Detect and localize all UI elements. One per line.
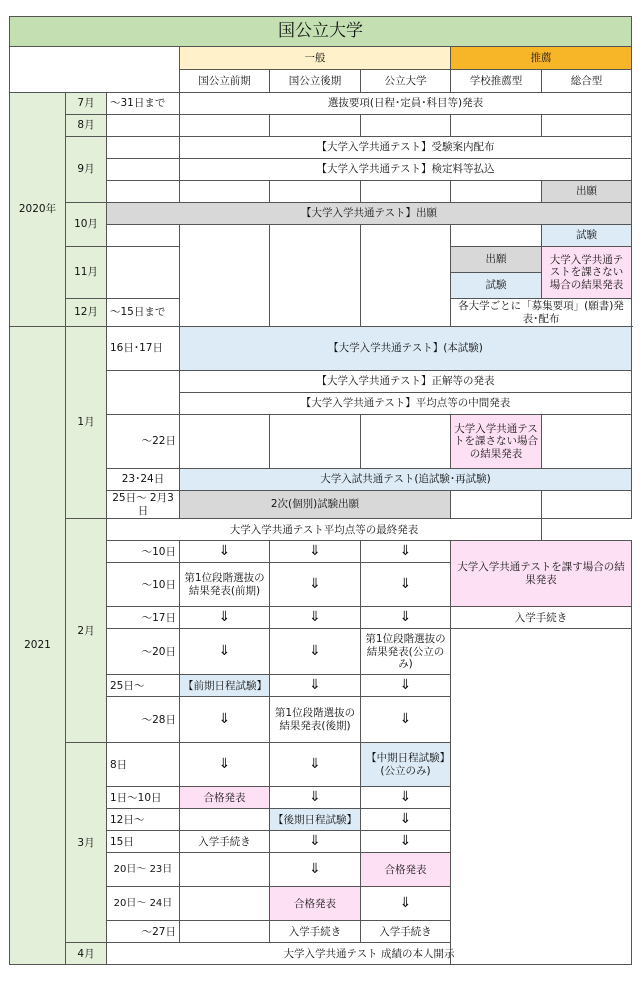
empty-cell (180, 921, 270, 943)
empty-cell (180, 887, 270, 921)
table-row (10, 115, 632, 137)
arrow-down-icon: ⇓ (180, 629, 270, 675)
date-cell: 20日～ 24日 (107, 887, 180, 921)
month-april: 4月 (66, 943, 107, 965)
date-cell: 15日 (107, 831, 180, 853)
arrow-down-icon: ⇓ (270, 831, 361, 853)
month-january: 1月 (66, 327, 107, 519)
header-suisen: 推薦 (451, 47, 632, 70)
header-corner (10, 47, 180, 93)
empty-cell (270, 181, 361, 203)
date-cell: 20日～ 23日 (107, 853, 180, 887)
col-header-kokkouritsu-kouki: 国公立後期 (270, 70, 361, 93)
arrow-down-icon: ⇓ (270, 675, 361, 697)
arrow-down-icon: ⇓ (180, 743, 270, 787)
year-2020: 2020年 (10, 93, 66, 327)
event-cell: 【大学入学共通テスト】検定料等払込 (180, 159, 632, 181)
arrow-down-icon: ⇓ (361, 787, 451, 809)
empty-cell (542, 415, 632, 469)
page-title: 国公立大学 (10, 17, 632, 47)
event-cell: 第1位段階選抜の結果発表(後期) (270, 697, 361, 743)
arrow-down-icon: ⇓ (361, 887, 451, 921)
month-september: 9月 (66, 137, 107, 203)
event-cell: 【大学入学共通テスト】(本試験) (180, 327, 632, 371)
date-cell: 12日～ (107, 809, 180, 831)
event-cell: 入学手続き (451, 607, 632, 629)
empty-cell (542, 491, 632, 519)
event-cell: 【中期日程試験】(公立のみ) (361, 743, 451, 787)
event-cell: 【大学入学共通テスト】受験案内配布 (180, 137, 632, 159)
empty-cell (361, 415, 451, 469)
month-october: 10月 (66, 203, 107, 247)
empty-cell (361, 115, 451, 137)
col-header-sougou: 総合型 (542, 70, 632, 93)
date-cell: ～17日 (107, 607, 180, 629)
month-december: 12月 (66, 299, 107, 327)
event-cell: 【大学入学共通テスト】出願 (107, 203, 632, 225)
empty-cell (451, 629, 632, 965)
arrow-down-icon: ⇓ (270, 563, 361, 607)
empty-cell (107, 159, 180, 181)
arrow-down-icon: ⇓ (270, 787, 361, 809)
date-cell: 25日～ 2月3日 (107, 491, 180, 519)
arrow-down-icon: ⇓ (361, 607, 451, 629)
event-cell: 合格発表 (180, 787, 270, 809)
arrow-down-icon: ⇓ (270, 853, 361, 887)
date-cell: ～15日まで (107, 299, 180, 327)
empty-cell (451, 491, 542, 519)
empty-cell (361, 181, 451, 203)
empty-cell (107, 181, 180, 203)
empty-cell (451, 115, 542, 137)
event-cell: 【大学入学共通テスト】正解等の発表 (180, 371, 632, 393)
arrow-down-icon: ⇓ (361, 563, 451, 607)
arrow-down-icon: ⇓ (361, 675, 451, 697)
header-ippan: 一般 (180, 47, 451, 70)
event-cell: 【後期日程試験】 (270, 809, 361, 831)
event-cell: 入学手続き (361, 921, 451, 943)
col-header-gakkou-suisen: 学校推薦型 (451, 70, 542, 93)
event-cell: 選抜要項(日程･定員･科目等)発表 (180, 93, 632, 115)
empty-cell (107, 247, 180, 299)
event-cell: 大学入学共通テストを課す場合の結果発表 (451, 541, 632, 607)
empty-cell (451, 181, 542, 203)
arrow-down-icon: ⇓ (270, 629, 361, 675)
arrow-down-icon: ⇓ (361, 541, 451, 563)
event-cell: 試験 (542, 225, 632, 247)
empty-cell (542, 115, 632, 137)
year-2021: 2021 (10, 327, 66, 965)
arrow-down-icon: ⇓ (180, 541, 270, 563)
empty-cell (270, 225, 361, 327)
event-cell: 【大学入学共通テスト】平均点等の中間発表 (180, 393, 632, 415)
table-row (10, 943, 632, 965)
arrow-down-icon: ⇓ (180, 607, 270, 629)
event-cell: 試験 (451, 273, 542, 299)
event-cell: 大学入学共通テスト平均点等の最終発表 (107, 519, 542, 541)
event-cell: 各大学ごとに「募集要項」(願書)発表･配布 (451, 299, 632, 327)
table-row (10, 137, 632, 159)
header-row-1 (10, 47, 632, 70)
event-cell: 入学手続き (270, 921, 361, 943)
title-row (10, 17, 632, 47)
month-march: 3月 (66, 743, 107, 943)
empty-cell (107, 115, 180, 137)
event-cell: 【前期日程試験】 (180, 675, 270, 697)
date-cell: ～20日 (107, 629, 180, 675)
table-row (10, 327, 632, 371)
event-cell: 入学手続き (180, 831, 270, 853)
empty-cell (180, 809, 270, 831)
date-cell: ～10日 (107, 563, 180, 607)
date-cell: 16日･17日 (107, 327, 180, 371)
table-row (10, 203, 632, 225)
schedule-table (9, 16, 632, 965)
arrow-down-icon: ⇓ (361, 809, 451, 831)
col-header-kouritsu: 公立大学 (361, 70, 451, 93)
empty-cell (107, 137, 180, 159)
month-august: 8月 (66, 115, 107, 137)
table-row (10, 519, 632, 541)
date-cell: ～27日 (107, 921, 180, 943)
empty-cell (180, 853, 270, 887)
date-cell: 8日 (107, 743, 180, 787)
event-cell: 2次(個別)試験出願 (180, 491, 451, 519)
event-cell: 大学入試共通テスト(追試験･再試験) (180, 469, 632, 491)
event-cell: 合格発表 (361, 853, 451, 887)
empty-cell (361, 225, 451, 327)
month-february: 2月 (66, 519, 107, 743)
date-cell: ～31日まで (107, 93, 180, 115)
event-cell: 大学入学共通テストを課さない場合の結果発表 (451, 415, 542, 469)
col-header-kokkouritsu-zenki: 国公立前期 (180, 70, 270, 93)
date-cell: ～22日 (107, 415, 180, 469)
table-row (10, 93, 632, 115)
month-july: 7月 (66, 93, 107, 115)
empty-cell (451, 225, 542, 247)
date-cell: 25日～ (107, 675, 180, 697)
date-cell: ～10日 (107, 541, 180, 563)
event-cell: 合格発表 (270, 887, 361, 921)
month-november: 11月 (66, 247, 107, 299)
event-cell: 出願 (451, 247, 542, 273)
arrow-down-icon: ⇓ (361, 697, 451, 743)
arrow-down-icon: ⇓ (270, 541, 361, 563)
empty-cell (180, 115, 270, 137)
event-cell: 第1位段階選抜の結果発表(前期) (180, 563, 270, 607)
arrow-down-icon: ⇓ (361, 831, 451, 853)
empty-cell (180, 181, 270, 203)
empty-cell (107, 371, 180, 415)
empty-cell (270, 415, 361, 469)
empty-cell (270, 115, 361, 137)
arrow-down-icon: ⇓ (270, 607, 361, 629)
event-cell: 第1位段階選抜の結果発表(公立のみ) (361, 629, 451, 675)
date-cell: ～28日 (107, 697, 180, 743)
empty-cell (107, 225, 180, 247)
date-cell: 23･24日 (107, 469, 180, 491)
arrow-down-icon: ⇓ (270, 743, 361, 787)
empty-cell (180, 415, 270, 469)
event-cell: 大学入学共通テスト 成績の本人開示 (107, 943, 632, 965)
event-cell: 大学入学共通テストを課さない場合の結果発表 (542, 247, 632, 299)
event-cell: 出願 (542, 181, 632, 203)
date-cell: 1日～10日 (107, 787, 180, 809)
arrow-down-icon: ⇓ (180, 697, 270, 743)
empty-cell (180, 225, 270, 327)
